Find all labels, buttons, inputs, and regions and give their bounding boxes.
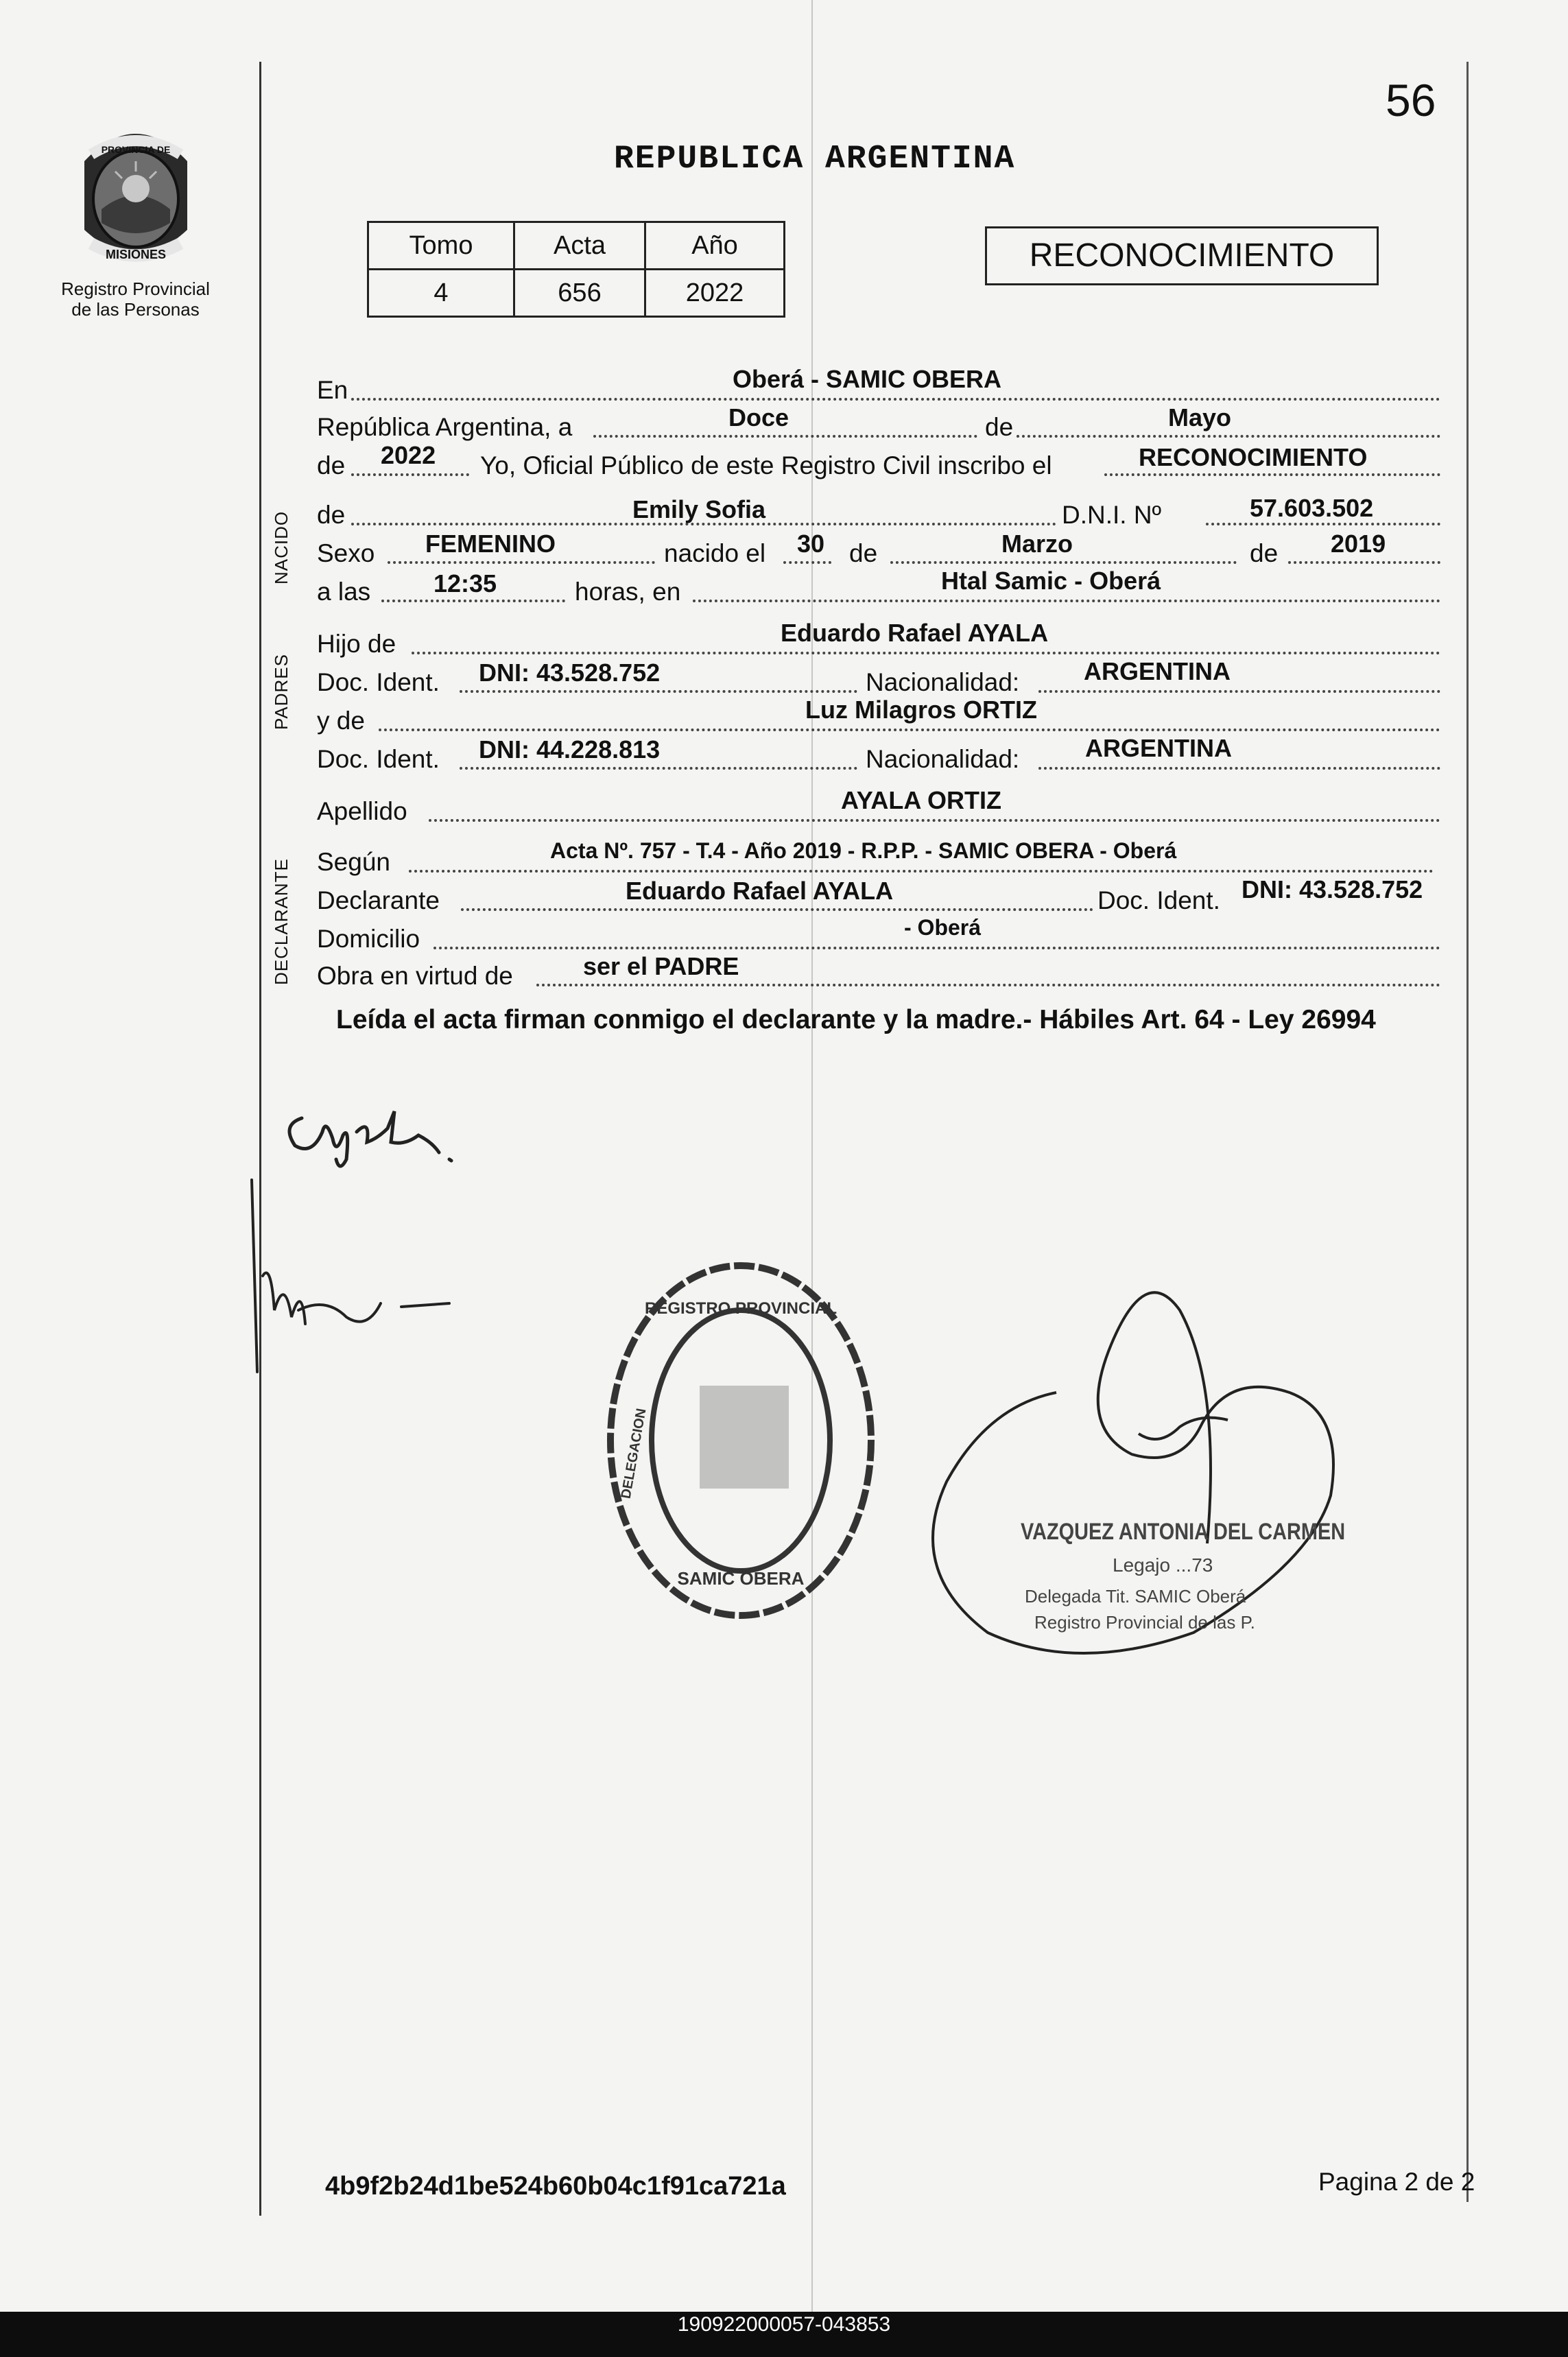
tomo-value: 4 bbox=[368, 270, 514, 317]
dotted-line bbox=[593, 435, 977, 438]
dotted-line bbox=[409, 870, 1434, 873]
dotted-line bbox=[429, 819, 1440, 822]
page-indicator: Pagina 2 de 2 bbox=[1318, 2168, 1475, 2196]
registro-table bbox=[367, 221, 785, 318]
logo-caption-line1: Registro Provincial bbox=[61, 279, 210, 299]
dotted-line bbox=[783, 561, 831, 564]
declarante-doc-value: DNI: 43.528.752 bbox=[1242, 875, 1423, 903]
svg-text:SAMIC OBERA: SAMIC OBERA bbox=[677, 1568, 805, 1589]
declarante-label: Declarante bbox=[317, 886, 440, 914]
section-label-padres: PADRES bbox=[271, 654, 292, 730]
svg-text:MISIONES: MISIONES bbox=[105, 248, 166, 261]
nacionalidad-label: Nacionalidad: bbox=[866, 668, 1020, 696]
official-cargo: Delegada Tit. SAMIC Oberá bbox=[1025, 1586, 1246, 1607]
dotted-line bbox=[1038, 767, 1440, 770]
svg-text:PROVINCIA DE: PROVINCIA DE bbox=[101, 144, 170, 155]
registry-logo bbox=[55, 113, 216, 320]
y-de-label: y de bbox=[317, 707, 365, 735]
page-number: 56 bbox=[1386, 75, 1436, 126]
nac-anio-value: 2019 bbox=[1331, 530, 1386, 558]
dia-value: Doce bbox=[728, 403, 789, 431]
official-stamp-icon bbox=[597, 1248, 885, 1633]
nacido-label: nacido el bbox=[664, 539, 766, 567]
acta-header: Acta bbox=[514, 222, 645, 270]
country-title: REPUBLICA ARGENTINA bbox=[614, 141, 1016, 178]
domicilio-label: Domicilio bbox=[317, 925, 420, 953]
a-las-label: a las bbox=[317, 578, 371, 606]
declarante-value: Eduardo Rafael AYALA bbox=[626, 877, 894, 905]
de-label: de bbox=[985, 413, 1014, 441]
horas-en-label: horas, en bbox=[575, 578, 681, 606]
dotted-line bbox=[461, 908, 1093, 911]
segun-label: Según bbox=[317, 848, 390, 876]
madre-value: Luz Milagros ORTIZ bbox=[805, 696, 1037, 724]
mes-value: Mayo bbox=[1168, 403, 1232, 431]
yo-text: Yo, Oficial Público de este Registro Civil inscribo el bbox=[480, 451, 1052, 479]
dotted-line bbox=[536, 984, 1440, 986]
sexo-value: FEMENINO bbox=[425, 530, 556, 558]
dotted-line bbox=[890, 561, 1237, 564]
dni-value: 57.603.502 bbox=[1250, 494, 1374, 522]
section-label-nacido: NACIDO bbox=[271, 510, 292, 584]
dotted-line bbox=[351, 398, 1440, 401]
logo-caption-line2: de las Personas bbox=[71, 299, 200, 320]
dotted-line bbox=[351, 473, 469, 476]
doc-ident-label: Doc. Ident. bbox=[317, 745, 440, 773]
dotted-line bbox=[388, 561, 655, 564]
dotted-line bbox=[433, 947, 1440, 949]
official-legajo: Legajo ...73 bbox=[1113, 1554, 1213, 1576]
official-registro: Registro Provincial de las P. bbox=[1034, 1612, 1255, 1633]
document-hash: 4b9f2b24d1be524b60b04c1f91ca721a bbox=[325, 2172, 786, 2201]
tomo-header: Tomo bbox=[368, 222, 514, 270]
nac-dia-value: 30 bbox=[797, 530, 825, 558]
sexo-label: Sexo bbox=[317, 539, 375, 567]
obra-value: ser el PADRE bbox=[583, 952, 739, 980]
paper-fold-line bbox=[811, 0, 813, 2312]
lugar-nac-value: Htal Samic - Oberá bbox=[941, 567, 1161, 595]
dotted-line bbox=[381, 600, 565, 602]
misiones-emblem-icon bbox=[71, 113, 201, 274]
dotted-line bbox=[1038, 690, 1440, 693]
madre-doc-value: DNI: 44.228.813 bbox=[479, 735, 661, 763]
madre-nac-value: ARGENTINA bbox=[1085, 734, 1232, 762]
svg-text:DELEGACION: DELEGACION bbox=[618, 1407, 650, 1500]
domicilio-value: - Oberá bbox=[904, 915, 982, 940]
anio-value: 2022 bbox=[645, 270, 785, 317]
left-margin-line bbox=[259, 62, 261, 2216]
padre-nac-value: ARGENTINA bbox=[1084, 657, 1231, 685]
segun-value: Acta Nº. 757 - T.4 - Año 2019 - R.P.P. - SAMIC OBERA - Oberá bbox=[550, 838, 1177, 863]
acta-type-box: RECONOCIMIENTO bbox=[985, 226, 1379, 285]
dotted-line bbox=[460, 690, 857, 693]
de-label: de bbox=[317, 451, 346, 479]
dotted-line bbox=[460, 767, 857, 770]
en-label: En bbox=[317, 376, 348, 404]
dotted-line bbox=[1206, 523, 1440, 525]
doc-ident-label: Doc. Ident. bbox=[1097, 886, 1220, 914]
de-label: de bbox=[849, 539, 878, 567]
barcode-text: 190922000057-043853 bbox=[677, 2313, 891, 2336]
anio-value: 2022 bbox=[381, 441, 436, 469]
right-margin-line bbox=[1466, 62, 1469, 2202]
obra-label: Obra en virtud de bbox=[317, 962, 513, 990]
dotted-line bbox=[412, 652, 1440, 654]
signature-declarant bbox=[243, 1173, 463, 1379]
inscripcion-value: RECONOCIMIENTO bbox=[1139, 443, 1368, 471]
de-label: de bbox=[317, 501, 346, 529]
closing-statement: Leída el acta firman conmigo el declarante y la madre.- Hábiles Art. 64 - Ley 26994 bbox=[336, 1005, 1376, 1034]
nombre-value: Emily Sofia bbox=[632, 495, 766, 523]
dotted-line bbox=[1104, 473, 1440, 476]
doc-ident-label: Doc. Ident. bbox=[317, 668, 440, 696]
hijo-de-label: Hijo de bbox=[317, 630, 396, 658]
apellido-value: AYALA ORTIZ bbox=[841, 786, 1002, 814]
dotted-line bbox=[693, 600, 1440, 602]
republica-label: República Argentina, a bbox=[317, 413, 573, 441]
dotted-line bbox=[1017, 435, 1440, 438]
acta-value: 656 bbox=[514, 270, 645, 317]
dotted-line bbox=[1288, 561, 1440, 564]
lugar-value: Oberá - SAMIC OBERA bbox=[733, 365, 1002, 393]
official-name: VAZQUEZ ANTONIA DEL CARMEN bbox=[1021, 1519, 1346, 1545]
dni-label: D.N.I. Nº bbox=[1062, 501, 1162, 529]
nacionalidad-label: Nacionalidad: bbox=[866, 745, 1020, 773]
de-label: de bbox=[1250, 539, 1279, 567]
nac-mes-value: Marzo bbox=[1001, 530, 1073, 558]
apellido-label: Apellido bbox=[317, 797, 407, 825]
hora-value: 12:35 bbox=[433, 569, 497, 597]
section-label-declarante: DECLARANTE bbox=[271, 858, 292, 985]
dotted-line bbox=[379, 729, 1440, 731]
anio-header: Año bbox=[645, 222, 785, 270]
signature-mother bbox=[274, 1091, 480, 1173]
padre-value: Eduardo Rafael AYALA bbox=[781, 619, 1049, 647]
signature-official bbox=[905, 1248, 1399, 1729]
padre-doc-value: DNI: 43.528.752 bbox=[479, 659, 661, 687]
svg-text:REGISTRO PROVINCIAL: REGISTRO PROVINCIAL bbox=[644, 1299, 838, 1318]
